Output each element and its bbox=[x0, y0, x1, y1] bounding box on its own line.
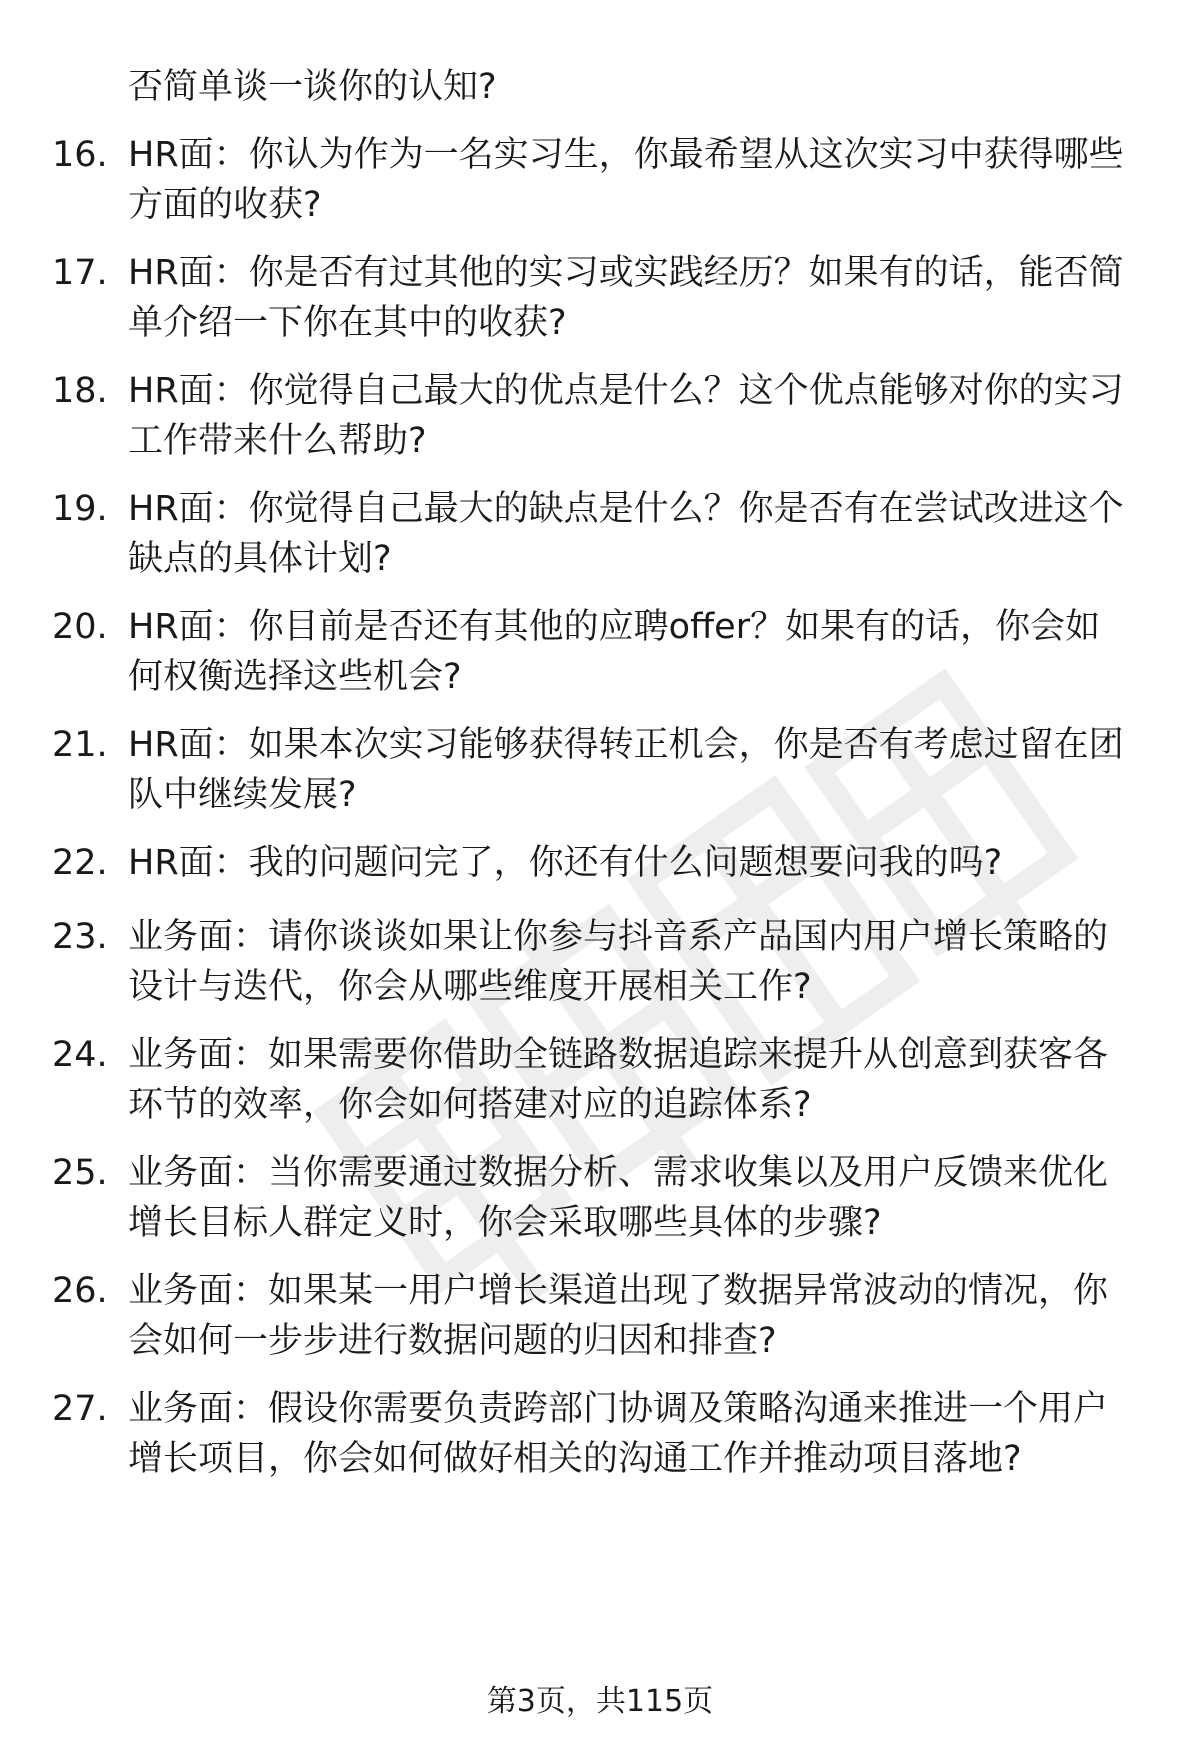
question-text-line-1: 业务面：假设你需要负责跨部门协调及策略沟通来推进一个用户 bbox=[128, 1389, 1109, 1429]
question-text-line-2: 队中继续发展? bbox=[128, 775, 357, 815]
question-text-line-2: 何权衡选择这些机会? bbox=[128, 657, 462, 697]
question-text-line-1: HR面：你认为作为一名实习生，你最希望从这次实习中获得哪些 bbox=[128, 135, 1124, 175]
question-number: 20. bbox=[52, 607, 108, 647]
question-text-line-2: 方面的收获? bbox=[128, 185, 322, 225]
question-number: 22. bbox=[52, 843, 108, 883]
question-text-line-1: 业务面：当你需要通过数据分析、需求收集以及用户反馈来优化 bbox=[128, 1153, 1109, 1193]
question-text-line-2: 增长目标人群定义时，你会采取哪些具体的步骤? bbox=[128, 1203, 882, 1243]
question-number: 26. bbox=[52, 1271, 108, 1311]
question-number: 24. bbox=[52, 1035, 108, 1075]
page-number-footer: 第3页，共115页 bbox=[486, 1684, 714, 1719]
question-number: 17. bbox=[52, 253, 108, 293]
question-text-line-1: 业务面：请你谈谈如果让你参与抖音系产品国内用户增长策略的 bbox=[128, 917, 1109, 957]
question-text-line-1: HR面：你觉得自己最大的缺点是什么？你是否有在尝试改进这个 bbox=[128, 489, 1124, 529]
question-text-line-2: 单介绍一下你在其中的收获? bbox=[128, 303, 567, 343]
question-text-line-1: 业务面：如果某一用户增长渠道出现了数据异常波动的情况，你 bbox=[128, 1271, 1109, 1311]
question-text-line-2: 缺点的具体计划? bbox=[128, 539, 392, 579]
question-text-line-2: 会如何一步步进行数据问题的归因和排查? bbox=[128, 1321, 777, 1361]
question-text-line-2: 增长项目，你会如何做好相关的沟通工作并推动项目落地? bbox=[128, 1439, 1022, 1479]
question-text-line-2: 设计与迭代，你会从哪些维度开展相关工作? bbox=[128, 967, 812, 1007]
question-text-line-1: HR面：你觉得自己最大的优点是什么？这个优点能够对你的实习 bbox=[128, 371, 1124, 411]
question-number: 21. bbox=[52, 725, 108, 765]
question-text-line-1: HR面：你是否有过其他的实习或实践经历？如果有的话，能否简 bbox=[128, 253, 1124, 293]
question-text-line-1: 业务面：如果需要你借助全链路数据追踪来提升从创意到获客各 bbox=[128, 1035, 1109, 1075]
question-text-line-2: 环节的效率，你会如何搭建对应的追踪体系? bbox=[128, 1085, 812, 1125]
question-text-line-1: HR面：我的问题问完了，你还有什么问题想要问我的吗? bbox=[128, 843, 1003, 883]
question-continuation-line: 否简单谈一谈你的认知? bbox=[128, 67, 497, 107]
question-number: 23. bbox=[52, 917, 108, 957]
question-number: 18. bbox=[52, 371, 108, 411]
question-number: 19. bbox=[52, 489, 108, 529]
question-text-line-1: HR面：如果本次实习能够获得转正机会，你是否有考虑过留在团 bbox=[128, 725, 1124, 765]
question-number: 16. bbox=[52, 135, 108, 175]
question-number: 25. bbox=[52, 1153, 108, 1193]
question-number: 27. bbox=[52, 1389, 108, 1429]
question-text-line-2: 工作带来什么帮助? bbox=[128, 421, 427, 461]
question-text-line-1: HR面：你目前是否还有其他的应聘offer？如果有的话，你会如 bbox=[128, 607, 1101, 647]
